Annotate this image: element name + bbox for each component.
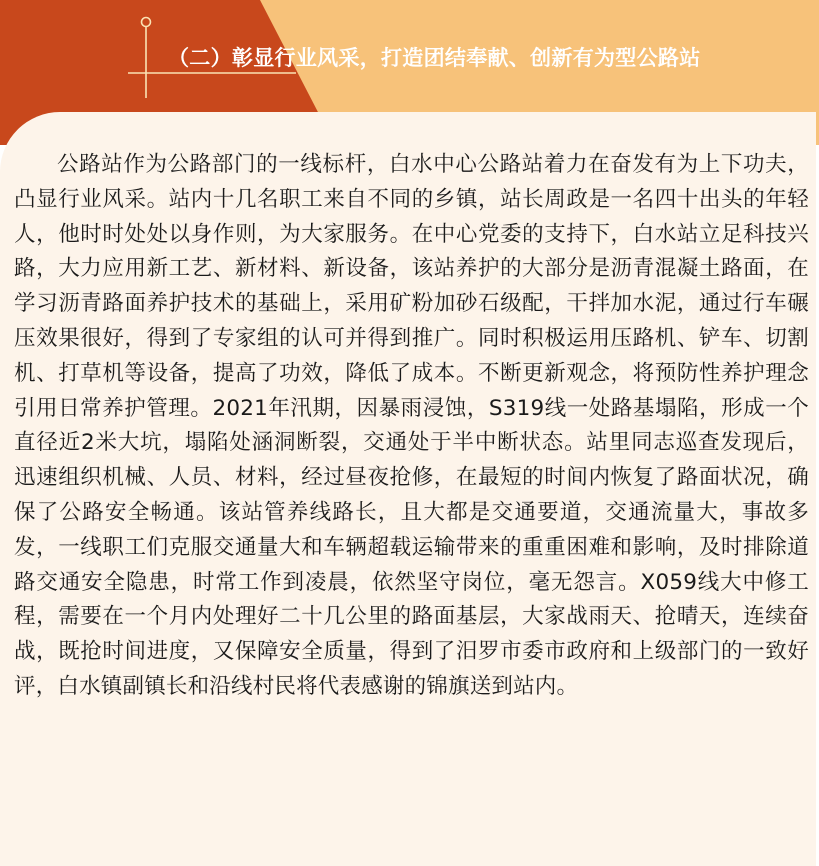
- body-paragraph: 公路站作为公路部门的一线标杆，白水中心公路站着力在奋发有为上下功夫，凸显行业风采。站内十几名职工来自不同的乡镇，站长周政是一名四十出头的年轻人，他时时处处以身作则，为大家服务。在中心党委的支持下，白水站立足科技兴路，大力应用新工艺、新材料、新设备，该站养护的大部分是沥青混凝土路面，在学习沥青路面养护技术的基础上，采用矿粉加砂石级配，干拌加水泥，通过行车碾压效果很好，得到了专家组的认可并得到推广。同时积极运用压路机、铲车、切割机、打草机等设备，提高了功效，降低了成本。不断更新观念，将预防性养护理念引用日常养护管理。2021年汛期，因暴雨浸蚀，S319线一处路基塌陷，形成一个直径近2米大坑，塌陷处涵洞断裂，交通处于半中断状态。站里同志巡查发现后，迅速组织机械、人员、材料，经过昼夜抢修，在最短的时间内恢复了路面状况，确保了公路安全畅通。该站管养线路长，且大都是交通要道，交通流量大，事故多发，一线职工们克服交通量大和车辆超载运输带来的重重困难和影响，及时排除道路交通安全隐患，时常工作到凌晨，依然坚守岗位，毫无怨言。X059线大中修工程，需要在一个月内处理好二十几公里的路面基层，大家战雨天、抢晴天，连续奋战，既抢时间进度，又保障安全质量，得到了汨罗市委市政府和上级部门的一致好评，白水镇副镇长和沿线村民将代表感谢的锦旗送到站内。: [14, 152, 809, 699]
- section-heading: （二）彰显行业风采，打造团结奉献、创新有为型公路站: [168, 46, 701, 70]
